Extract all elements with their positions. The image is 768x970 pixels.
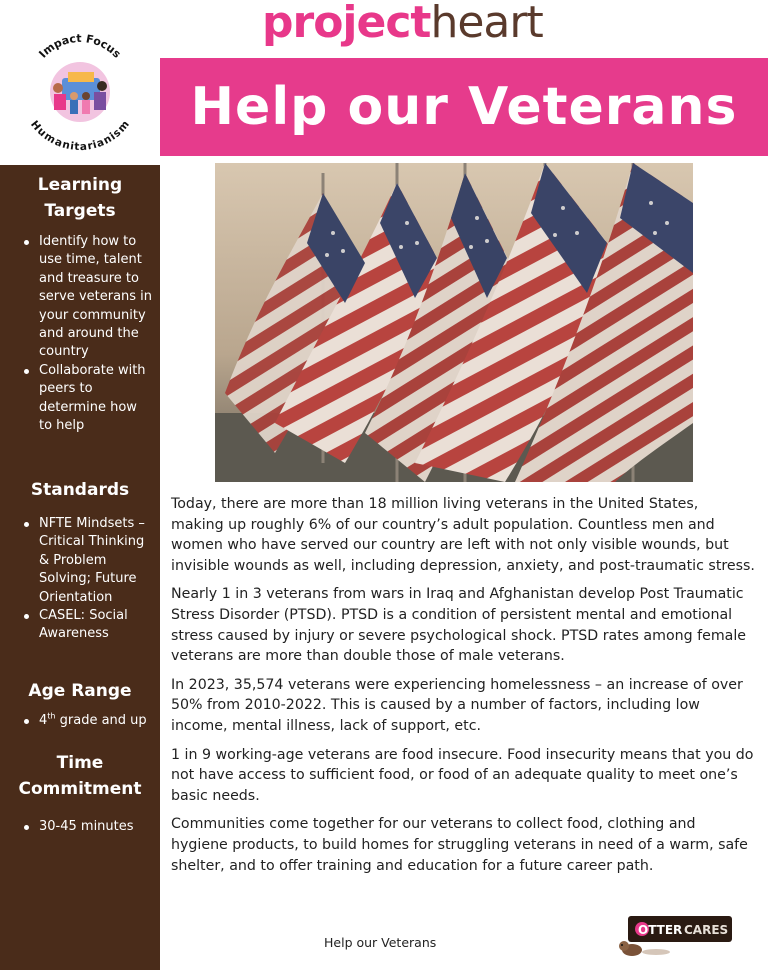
age-range-section (0, 678, 160, 730)
logo-part-project: project (262, 0, 431, 48)
ottercares-logo (612, 912, 736, 960)
list-item: Identify how to use time, talent and treasure to serve veterans in your community and around the country (22, 233, 154, 362)
time-commitment-section (0, 750, 160, 836)
list-item: 4th grade and up (22, 712, 154, 730)
age-range-heading: Age Range (28, 681, 132, 701)
ottercares-part1: OTTER (638, 923, 683, 937)
list-item: NFTE Mindsets – Critical Thinking & Problem Solving; Future Orientation (22, 515, 154, 607)
article-body (171, 494, 755, 884)
time-commitment-heading: Time Commitment (18, 753, 142, 799)
standards-section (0, 477, 160, 644)
paragraph: Communities come together for our veterans to collect food, clothing and hygiene products, to build homes for struggling veterans in need of a warm, safe shelter, and to offer training and education for a future career path. (171, 816, 748, 874)
impact-focus-badge (18, 28, 142, 152)
paragraph: Nearly 1 in 3 veterans from wars in Iraq and Afghanistan develop Post Traumatic Stress Disorder (PTSD). PTSD is a condition of persistent mental and emotional stress caused by injury or severe psychological shock. PTSD rates among female veterans are more than double those of male veterans. (171, 586, 747, 665)
learning-targets-list (0, 233, 160, 435)
title-band (160, 58, 768, 156)
list-item: Collaborate with peers to determine how to help (22, 362, 154, 436)
learning-targets-heading: Learning Targets (37, 175, 123, 221)
page-title: Help our Veterans (190, 77, 738, 137)
standards-list (0, 515, 160, 644)
sidebar (0, 165, 160, 970)
list-item: 30-45 minutes (22, 818, 154, 836)
american-flags-photo (215, 163, 693, 482)
logo-part-heart: heart (430, 0, 543, 48)
projectheart-logo (262, 0, 562, 48)
age-range-list (0, 712, 160, 730)
list-item: CASEL: Social Awareness (22, 607, 154, 644)
paragraph: Today, there are more than 18 million living veterans in the United States, making up roughly 6% of our country’s adult population. Countless men and women who have served our country are left with not only visible wounds, but invisible wounds as well, including depression, anxiety, and post-traumatic stress. (171, 496, 755, 574)
footer-title: Help our Veterans (324, 935, 437, 950)
learning-targets-section (0, 172, 160, 435)
standards-heading: Standards (30, 480, 130, 500)
otter-icon (619, 941, 670, 956)
badge-bottom-text: Humanitarianism (28, 118, 132, 152)
paragraph: 1 in 9 working-age veterans are food insecure. Food insecurity means that you do not have access to sufficient food, or food of an adequate quality to meet one’s basic needs. (171, 746, 754, 804)
volunteers-illustration-icon (50, 62, 110, 122)
paragraph: In 2023, 35,574 veterans were experiencing homelessness – an increase of over 50% from 2010-2022. This is caused by a number of factors, including low income, mental illness, lack of support, etc. (171, 676, 743, 734)
badge-top-text: Impact Focus (36, 31, 124, 61)
time-commitment-list (0, 818, 160, 836)
ottercares-part2: CARES (684, 923, 729, 937)
